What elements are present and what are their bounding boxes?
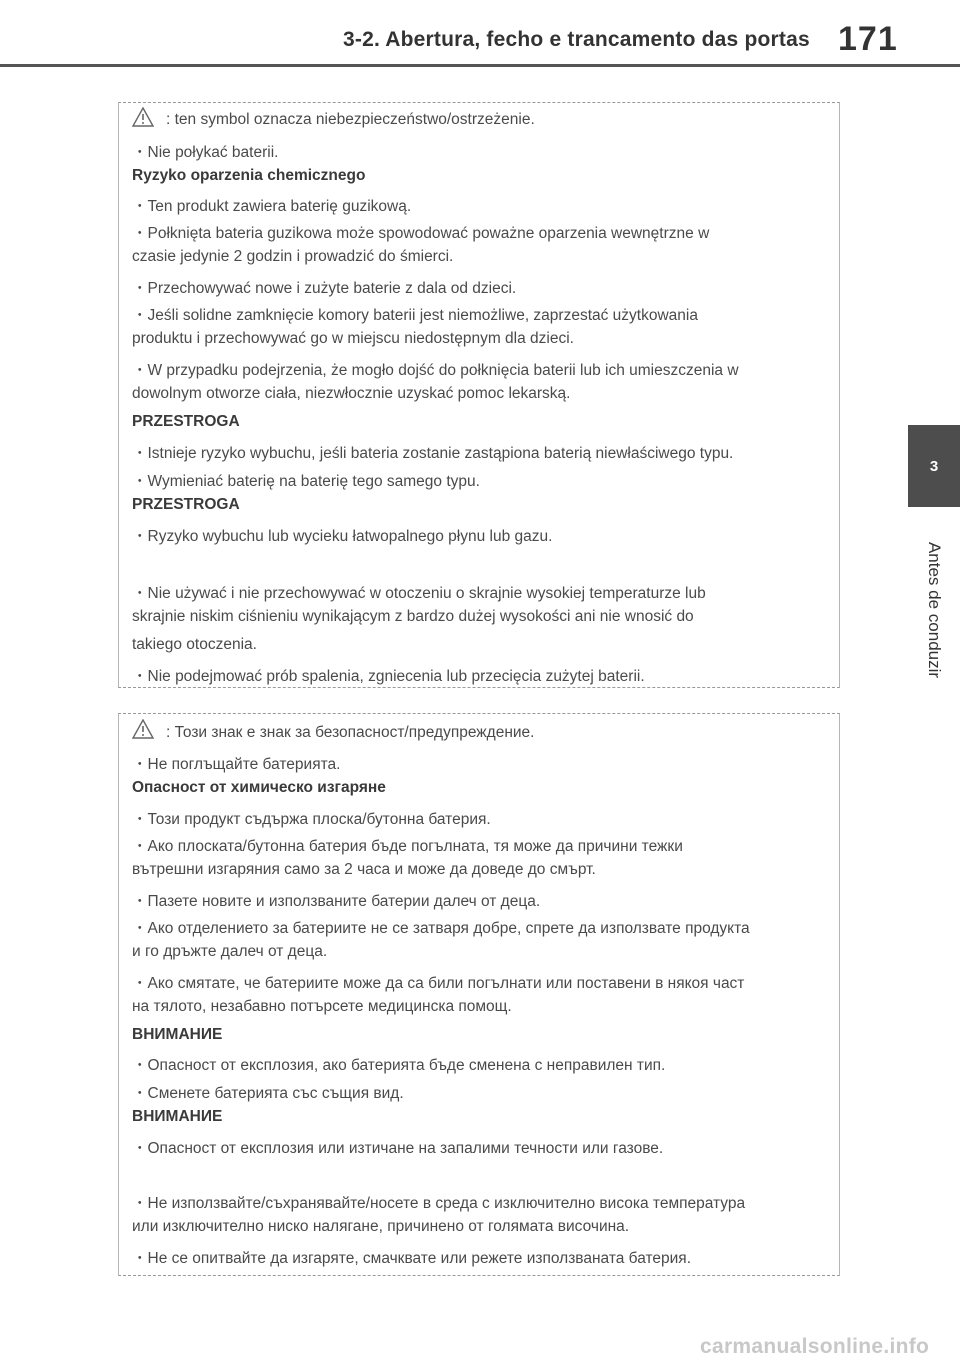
text-line: ・Опасност от експлозия или изтичане на запалими течности или газове. bbox=[132, 1140, 664, 1157]
text-line: ・Nie używać i nie przechowywać w otoczeniu o skrajnie wysokiej temperaturze lub bbox=[132, 585, 706, 602]
text-line: и го дръжте далеч от деца. bbox=[132, 943, 328, 960]
header-rule bbox=[0, 64, 960, 67]
text-line: czasie jedynie 2 godzin i prowadzić do śmierci. bbox=[132, 248, 454, 265]
text-line: ・Ако смятате, че батериите може да са били погълнати или поставени в някоя част bbox=[132, 975, 745, 992]
text-line: ・Пазете новите и използваните батерии далеч от деца. bbox=[132, 893, 541, 910]
text-line: ・Ако плоската/бутонна батерия бъде погълната, тя може да причини тежки bbox=[132, 838, 683, 855]
warning-box-polish bbox=[118, 102, 840, 688]
text-line: ・Опасност от експлозия, ако батерията бъде сменена с неправилен тип. bbox=[132, 1057, 666, 1074]
warning-symbol-text: : ten symbol oznacza niebezpieczeństwo/ostrzeżenie. bbox=[166, 111, 535, 128]
text-line: takiego otoczenia. bbox=[132, 636, 257, 653]
section-heading: Ryzyko oparzenia chemicznego bbox=[132, 167, 366, 184]
text-line: ・Przechowywać nowe i zużyte baterie z dala od dzieci. bbox=[132, 280, 517, 297]
section-heading: ВНИМАНИЕ bbox=[132, 1108, 223, 1125]
page-number: 171 bbox=[838, 20, 898, 58]
text-line: или изключително ниско налягане, причинено от голямата височина. bbox=[132, 1218, 630, 1235]
chapter-tab[interactable] bbox=[908, 425, 960, 507]
text-line: вътрешни изгаряния само за 2 часа и може да доведе до смърт. bbox=[132, 861, 596, 878]
warning-triangle-icon bbox=[132, 719, 154, 739]
section-title: 3-2. Abertura, fecho e trancamento das portas bbox=[343, 28, 810, 51]
section-heading: PRZESTROGA bbox=[132, 496, 240, 513]
text-line: на тялото, незабавно потърсете медицинска помощ. bbox=[132, 998, 512, 1015]
text-line: ・W przypadku podejrzenia, że mogło dojść do połknięcia baterii lub ich umieszczenia w bbox=[132, 362, 739, 379]
text-line: ・Не се опитвайте да изгаряте, смачквате или режете използваната батерия. bbox=[132, 1250, 692, 1267]
text-line: ・Istnieje ryzyko wybuchu, jeśli bateria zostanie zastąpiona baterią niewłaściwego typu. bbox=[132, 445, 734, 462]
warning-box-bulgarian bbox=[118, 713, 840, 1276]
text-line: produktu i przechowywać go w miejscu niedostępnym dla dzieci. bbox=[132, 330, 574, 347]
text-line: ・Този продукт съдържа плоска/бутонна батерия. bbox=[132, 811, 491, 828]
text-line: ・Nie podejmować prób spalenia, zgniecenia lub przecięcia zużytej baterii. bbox=[132, 668, 645, 685]
text-line: ・Ако отделението за батериите не се затваря добре, спрете да използвате продукта bbox=[132, 920, 750, 937]
text-line: ・Połknięta bateria guzikowa może spowodować poważne oparzenia wewnętrzne w bbox=[132, 225, 710, 242]
text-line: ・Wymieniać baterię na baterię tego samego typu. bbox=[132, 473, 480, 490]
text-line: ・Сменете батерията със същия вид. bbox=[132, 1085, 404, 1102]
chapter-number: 3 bbox=[929, 458, 939, 475]
text-line: ・Ten produkt zawiera baterię guzikową. bbox=[132, 198, 412, 215]
section-heading: Опасност от химическо изгаряне bbox=[132, 779, 386, 796]
warning-symbol-text: : Този знак е знак за безопасност/предупреждение. bbox=[166, 724, 535, 741]
section-heading: PRZESTROGA bbox=[132, 413, 240, 430]
text-line: ・Не използвайте/съхранявайте/носете в среда с изключително висока температура bbox=[132, 1195, 746, 1212]
text-line: ・Jeśli solidne zamknięcie komory baterii jest niemożliwe, zaprzestać użytkowania bbox=[132, 307, 698, 324]
text-line: ・Nie połykać baterii. bbox=[132, 144, 279, 161]
warning-triangle-icon bbox=[132, 107, 154, 127]
text-line: dowolnym otworze ciała, niezwłocznie uzyskać pomoc lekarską. bbox=[132, 385, 571, 402]
text-line: skrajnie niskim ciśnieniu wynikającym z bardzo dużej wysokości ani nie wnosić do bbox=[132, 608, 694, 625]
chapter-label: Antes de conduzir bbox=[925, 541, 944, 679]
section-heading: ВНИМАНИЕ bbox=[132, 1026, 223, 1043]
text-line: ・Не поглъщайте батерията. bbox=[132, 756, 341, 773]
text-line: ・Ryzyko wybuchu lub wycieku łatwopalnego płynu lub gazu. bbox=[132, 528, 553, 545]
watermark: carmanualsonline.info bbox=[700, 1335, 930, 1358]
